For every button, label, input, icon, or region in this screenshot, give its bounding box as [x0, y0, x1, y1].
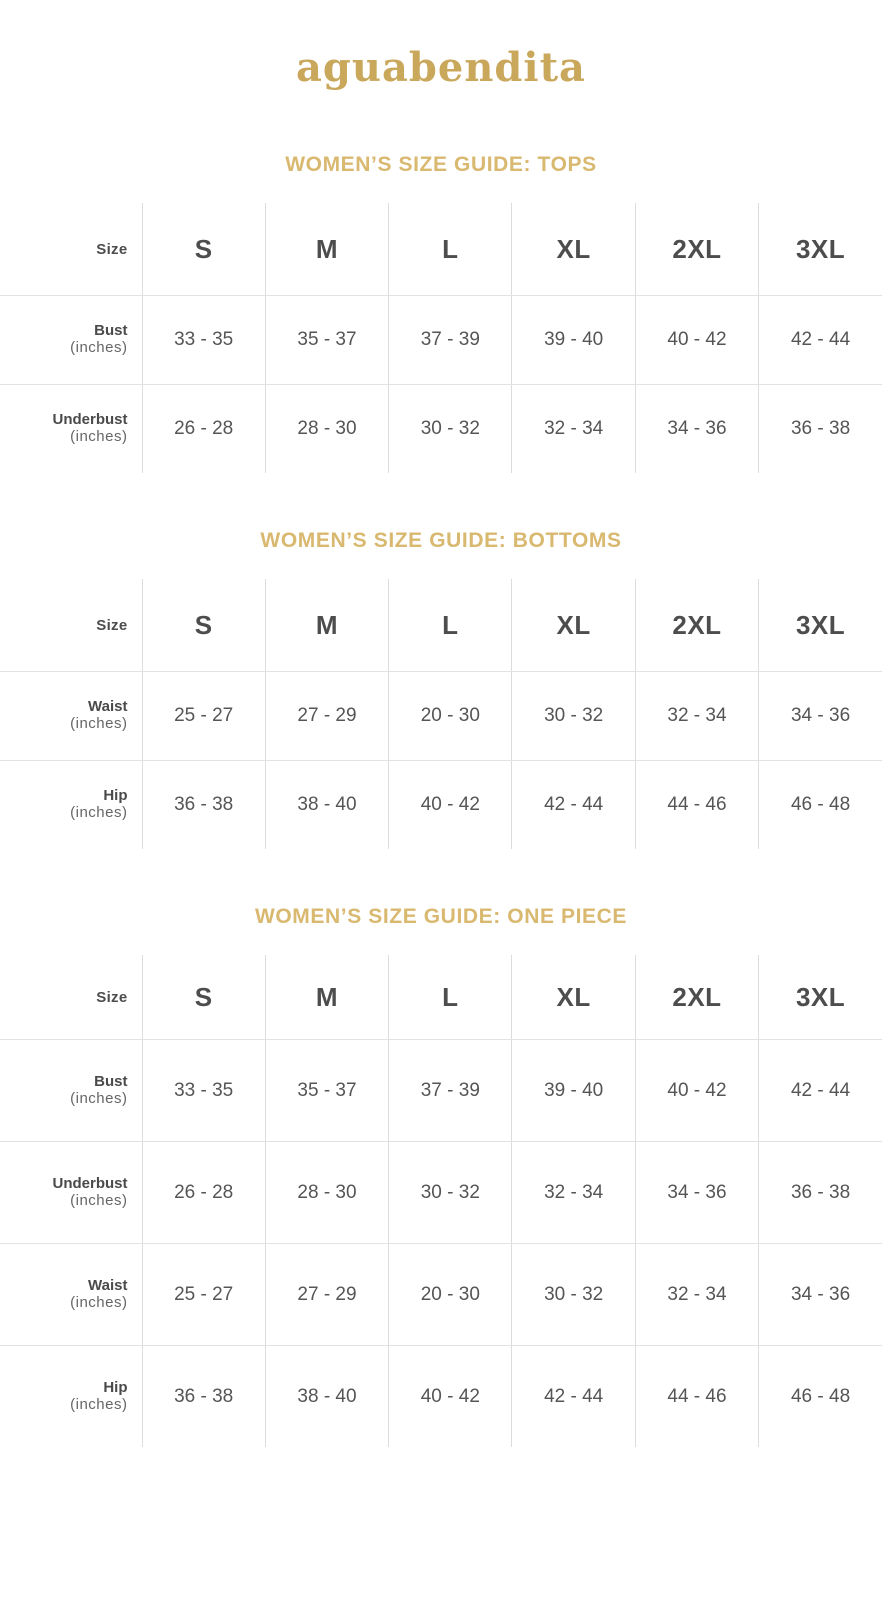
- header-size-2xl: 2XL: [635, 955, 758, 1040]
- header-size-xl: XL: [512, 955, 635, 1040]
- table-header-row: [0, 203, 882, 296]
- cell-value: 25 - 27: [142, 1244, 265, 1346]
- cell-value: 30 - 32: [512, 1244, 635, 1346]
- section-bottoms: [0, 529, 882, 849]
- row-label-unit: (inches): [70, 715, 128, 733]
- row-label-name: Bust: [94, 322, 128, 339]
- table-row: [0, 672, 882, 761]
- row-label-unit: (inches): [70, 1089, 128, 1107]
- table-row: [0, 1244, 882, 1346]
- table-header-row: [0, 955, 882, 1040]
- cell-value: 32 - 34: [635, 1244, 758, 1346]
- cell-value: 37 - 39: [389, 1040, 512, 1142]
- cell-value: 37 - 39: [389, 296, 512, 385]
- cell-value: 34 - 36: [635, 385, 758, 474]
- header-size-l: L: [389, 955, 512, 1040]
- row-label-waist: [0, 1244, 142, 1346]
- cell-value: 27 - 29: [265, 672, 388, 761]
- row-label-underbust: [0, 1142, 142, 1244]
- header-size-m: M: [265, 579, 388, 672]
- cell-value: 36 - 38: [790, 418, 851, 439]
- row-label-name: Bust: [94, 1072, 128, 1090]
- header-size-2xl: 2XL: [635, 579, 758, 672]
- header-size-m: M: [265, 955, 388, 1040]
- header-size-s: S: [142, 579, 265, 672]
- cell-value: 30 - 32: [389, 1142, 512, 1244]
- cell-value: 40 - 42: [635, 1040, 758, 1142]
- cell-value: 28 - 30: [265, 1142, 388, 1244]
- cell-value: 34 - 36: [635, 1142, 758, 1244]
- header-size-label: Size: [0, 203, 142, 296]
- section-one-piece: [0, 905, 882, 1447]
- cell-value: 27 - 29: [265, 1244, 388, 1346]
- header-size-label: Size: [0, 579, 142, 672]
- cell-value: 32 - 34: [635, 672, 758, 761]
- cell-value: 42 - 44: [512, 761, 635, 850]
- section-title-bottoms: WOMEN’S SIZE GUIDE: BOTTOMS: [260, 529, 622, 552]
- cell-value: 36 - 38: [759, 1142, 882, 1244]
- row-label-name: Hip: [103, 1378, 128, 1396]
- cell-value: 46 - 48: [790, 1385, 851, 1407]
- row-label-hip: [0, 761, 142, 850]
- header-size-3xl: 3XL: [759, 955, 882, 1040]
- cell-value: 39 - 40: [512, 296, 635, 385]
- cell-value: 20 - 30: [389, 1244, 512, 1346]
- table-row: [0, 1040, 882, 1142]
- size-table-bottoms: [0, 579, 882, 849]
- header-size-s: S: [142, 955, 265, 1040]
- row-label-underbust: [0, 385, 142, 474]
- cell-value: 42 - 44: [759, 296, 882, 385]
- cell-value: 33 - 35: [142, 1040, 265, 1142]
- cell-value: 35 - 37: [265, 296, 388, 385]
- cell-value: 38 - 40: [265, 1346, 388, 1448]
- cell-value: 38 - 40: [265, 761, 388, 850]
- header-size-label: Size: [0, 955, 142, 1040]
- cell-value: 39 - 40: [512, 1040, 635, 1142]
- cell-value: 36 - 38: [142, 1346, 265, 1448]
- header-size-m: M: [265, 203, 388, 296]
- cell-value: 46 - 48: [790, 794, 851, 815]
- cell-value: 26 - 28: [142, 385, 265, 474]
- cell-value: 40 - 42: [635, 296, 758, 385]
- cell-value: 32 - 34: [512, 1142, 635, 1244]
- table-row: [0, 296, 882, 385]
- row-label-bust: [0, 1040, 142, 1142]
- brand-logo: aguabendita: [296, 44, 586, 91]
- cell-value: 32 - 34: [512, 385, 635, 474]
- row-label-unit: (inches): [70, 1191, 128, 1209]
- row-label-waist: [0, 672, 142, 761]
- cell-value: 26 - 28: [142, 1142, 265, 1244]
- row-label-name: Underbust: [52, 411, 128, 428]
- header-size-l: L: [389, 579, 512, 672]
- header-size-xl: XL: [512, 579, 635, 672]
- cell-value: 30 - 32: [389, 385, 512, 474]
- header-size-2xl: 2XL: [635, 203, 758, 296]
- cell-value: 34 - 36: [759, 1244, 882, 1346]
- row-label-unit: (inches): [70, 428, 128, 446]
- section-tops: [0, 153, 882, 473]
- cell-value: 33 - 35: [142, 296, 265, 385]
- row-label-unit: (inches): [70, 1293, 128, 1311]
- cell-value: 40 - 42: [389, 761, 512, 850]
- header-size-s: S: [142, 203, 265, 296]
- table-row: [0, 1346, 882, 1448]
- cell-value: 42 - 44: [512, 1346, 635, 1448]
- table-row: [0, 385, 882, 474]
- row-label-unit: (inches): [70, 1395, 128, 1413]
- table-row: [0, 761, 882, 850]
- cell-value: 42 - 44: [759, 1040, 882, 1142]
- row-label-name: Waist: [88, 1276, 128, 1294]
- row-label-name: Underbust: [52, 1174, 128, 1192]
- section-title-tops: WOMEN’S SIZE GUIDE: TOPS: [285, 153, 597, 176]
- cell-value: 30 - 32: [512, 672, 635, 761]
- cell-value: 25 - 27: [142, 672, 265, 761]
- section-title-one-piece: WOMEN’S SIZE GUIDE: ONE PIECE: [254, 905, 628, 928]
- header-size-3xl: 3XL: [759, 203, 882, 296]
- row-label-name: Waist: [88, 698, 128, 715]
- row-label-hip: [0, 1346, 142, 1448]
- row-label-unit: (inches): [70, 804, 128, 822]
- cell-value: 36 - 38: [142, 761, 265, 850]
- cell-value: 40 - 42: [389, 1346, 512, 1448]
- row-label-bust: [0, 296, 142, 385]
- cell-value: 44 - 46: [635, 761, 758, 850]
- table-header-row: [0, 579, 882, 672]
- table-row: [0, 1142, 882, 1244]
- header-size-xl: XL: [512, 203, 635, 296]
- cell-value: 44 - 46: [635, 1346, 758, 1448]
- cell-value: 20 - 30: [389, 672, 512, 761]
- cell-value: 28 - 30: [265, 385, 388, 474]
- row-label-name: Hip: [103, 787, 128, 804]
- size-table-tops: [0, 203, 882, 473]
- row-label-unit: (inches): [70, 339, 128, 357]
- size-table-one-piece: [0, 955, 882, 1447]
- header-size-l: L: [389, 203, 512, 296]
- header-size-3xl: 3XL: [759, 579, 882, 672]
- cell-value: 35 - 37: [265, 1040, 388, 1142]
- cell-value: 34 - 36: [759, 672, 882, 761]
